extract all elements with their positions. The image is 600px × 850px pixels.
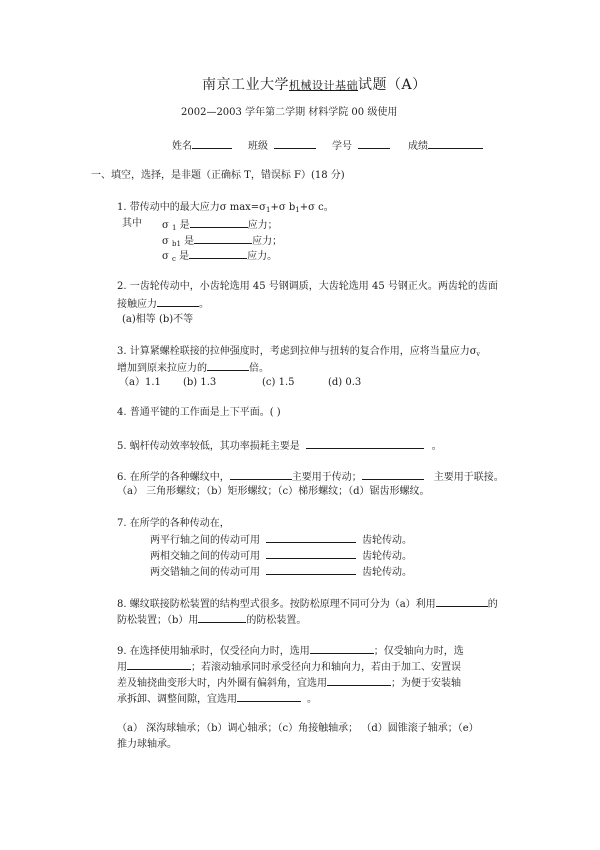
info-row	[172, 138, 483, 153]
name-blank[interactable]	[192, 138, 232, 149]
q8-line2: 防松装置；（b）用 的防松装置。	[117, 612, 306, 627]
class-blank[interactable]	[274, 138, 316, 149]
q9-options-line2: 推力球轴承。	[117, 739, 177, 750]
q3-option: (b) 1.3	[183, 377, 217, 388]
q9-blank-3[interactable]	[327, 675, 391, 686]
section-heading: 一、填空，选择，是非题（正确标 T，错误标 F）(18 分)	[91, 170, 345, 181]
name-label: 姓名	[172, 141, 192, 152]
q9-line2: 用 ；若滚动轴承同时承受径向力和轴向力，若由于加工、安置误	[117, 659, 461, 674]
q6-line1: 6. 在所学的各种螺纹中， 主要用于传动； 主要用于联接。	[117, 469, 504, 484]
q8-line1: 8. 螺纹联接防松装置的结构型式很多。按防松原理不同可分为（a）利用 的	[117, 596, 498, 611]
q2-line2: 接触应力 。	[117, 296, 209, 311]
q1-blank-1[interactable]	[190, 217, 248, 228]
q1-where: 其中	[122, 218, 142, 229]
q7-stem: 7. 在所学的各种传动在，	[117, 518, 230, 529]
q6-blank-2[interactable]	[362, 469, 424, 480]
course-name: 机械设计基础	[289, 79, 358, 92]
q1-item: σ $_c$ 是 应力。	[162, 248, 277, 263]
q3-line2: 增加到原来拉应力的 倍。	[117, 360, 269, 375]
q1-item: σ $_{b1}$ 是 应力；	[162, 233, 282, 248]
exam-subtitle: 2002—2003 学年第二学期 材料学院 00 级使用	[181, 107, 398, 118]
score-blank[interactable]	[428, 138, 483, 149]
q9-options-line1: （a） 深沟球轴承；（b）调心轴承；（c）角接触轴承； （d）圆锥滚子轴承；（e）	[117, 723, 479, 734]
q9-line4: 承拆卸、调整间隙，宜选用 。	[117, 691, 317, 706]
q2-options: (a)相等 (b)不等	[122, 314, 194, 325]
class-label: 班级	[248, 141, 268, 152]
q3-line1: 3. 计算紧螺栓联接的拉伸强度时，考虑到拉伸与扭转的复合作用，应将当量应力$\sigma_v$	[117, 346, 480, 358]
score-label: 成绩	[408, 141, 428, 152]
q5-text: 5. 蜗杆传动效率较低，其功率损耗主要是 。	[117, 438, 442, 453]
q3-blank[interactable]	[207, 360, 249, 371]
q8-blank-2[interactable]	[198, 612, 246, 623]
q2-line1: 2. 一齿轮传动中，小齿轮选用 45 号钢调质，大齿轮选用 45 号钢正火。两齿轮的齿面	[117, 281, 498, 292]
q1-stem: 1. 带传动中的最大应力σ $\max=\sigma_1+\sigma$ $b_1+\sigma$ c。	[117, 202, 334, 214]
q1-item: σ $_1$ 是 应力；	[162, 217, 278, 232]
q6-options: （a） 三角形螺纹；（b）矩形螺纹；（c）梯形螺纹；（d）锯齿形螺纹。	[117, 486, 430, 497]
q3-option: （a）1.1	[119, 377, 161, 388]
student-id-blank[interactable]	[358, 138, 390, 149]
q7-blank-3[interactable]	[266, 564, 356, 575]
q2-blank[interactable]	[157, 296, 199, 307]
q7-item: 两相交轴之间的传动可用 齿轮传动。	[150, 548, 412, 563]
q4-text: 4. 普通平键的工作面是上下平面。( )	[117, 407, 281, 418]
q9-blank-2[interactable]	[127, 659, 191, 670]
q7-blank-1[interactable]	[266, 532, 356, 543]
q3-option: (d) 0.3	[328, 377, 362, 388]
q7-item: 两平行轴之间的传动可用 齿轮传动。	[150, 532, 412, 547]
q1-blank-2[interactable]	[194, 233, 252, 244]
q6-blank-1[interactable]	[230, 469, 292, 480]
q1-blank-3[interactable]	[189, 248, 247, 259]
q3-option: (c) 1.5	[262, 377, 295, 388]
q9-line3: 差及轴挠曲变形大时，内外圈有偏斜角，宜选用 ；为便于安装轴	[117, 675, 461, 690]
q9-line1: 9. 在选择使用轴承时，仅受径向力时，选用 ；仅受轴向力时，选	[117, 643, 464, 658]
q7-blank-2[interactable]	[266, 548, 356, 559]
exam-title: 南京工业大学机械设计基础试题（A）	[202, 77, 427, 93]
q5-blank[interactable]	[306, 438, 424, 449]
q7-item: 两交错轴之间的传动可用 齿轮传动。	[150, 564, 412, 579]
q9-blank-1[interactable]	[310, 643, 374, 654]
q9-blank-4[interactable]	[237, 691, 301, 702]
student-id-label: 学号	[332, 141, 352, 152]
q8-blank-1[interactable]	[436, 596, 488, 607]
